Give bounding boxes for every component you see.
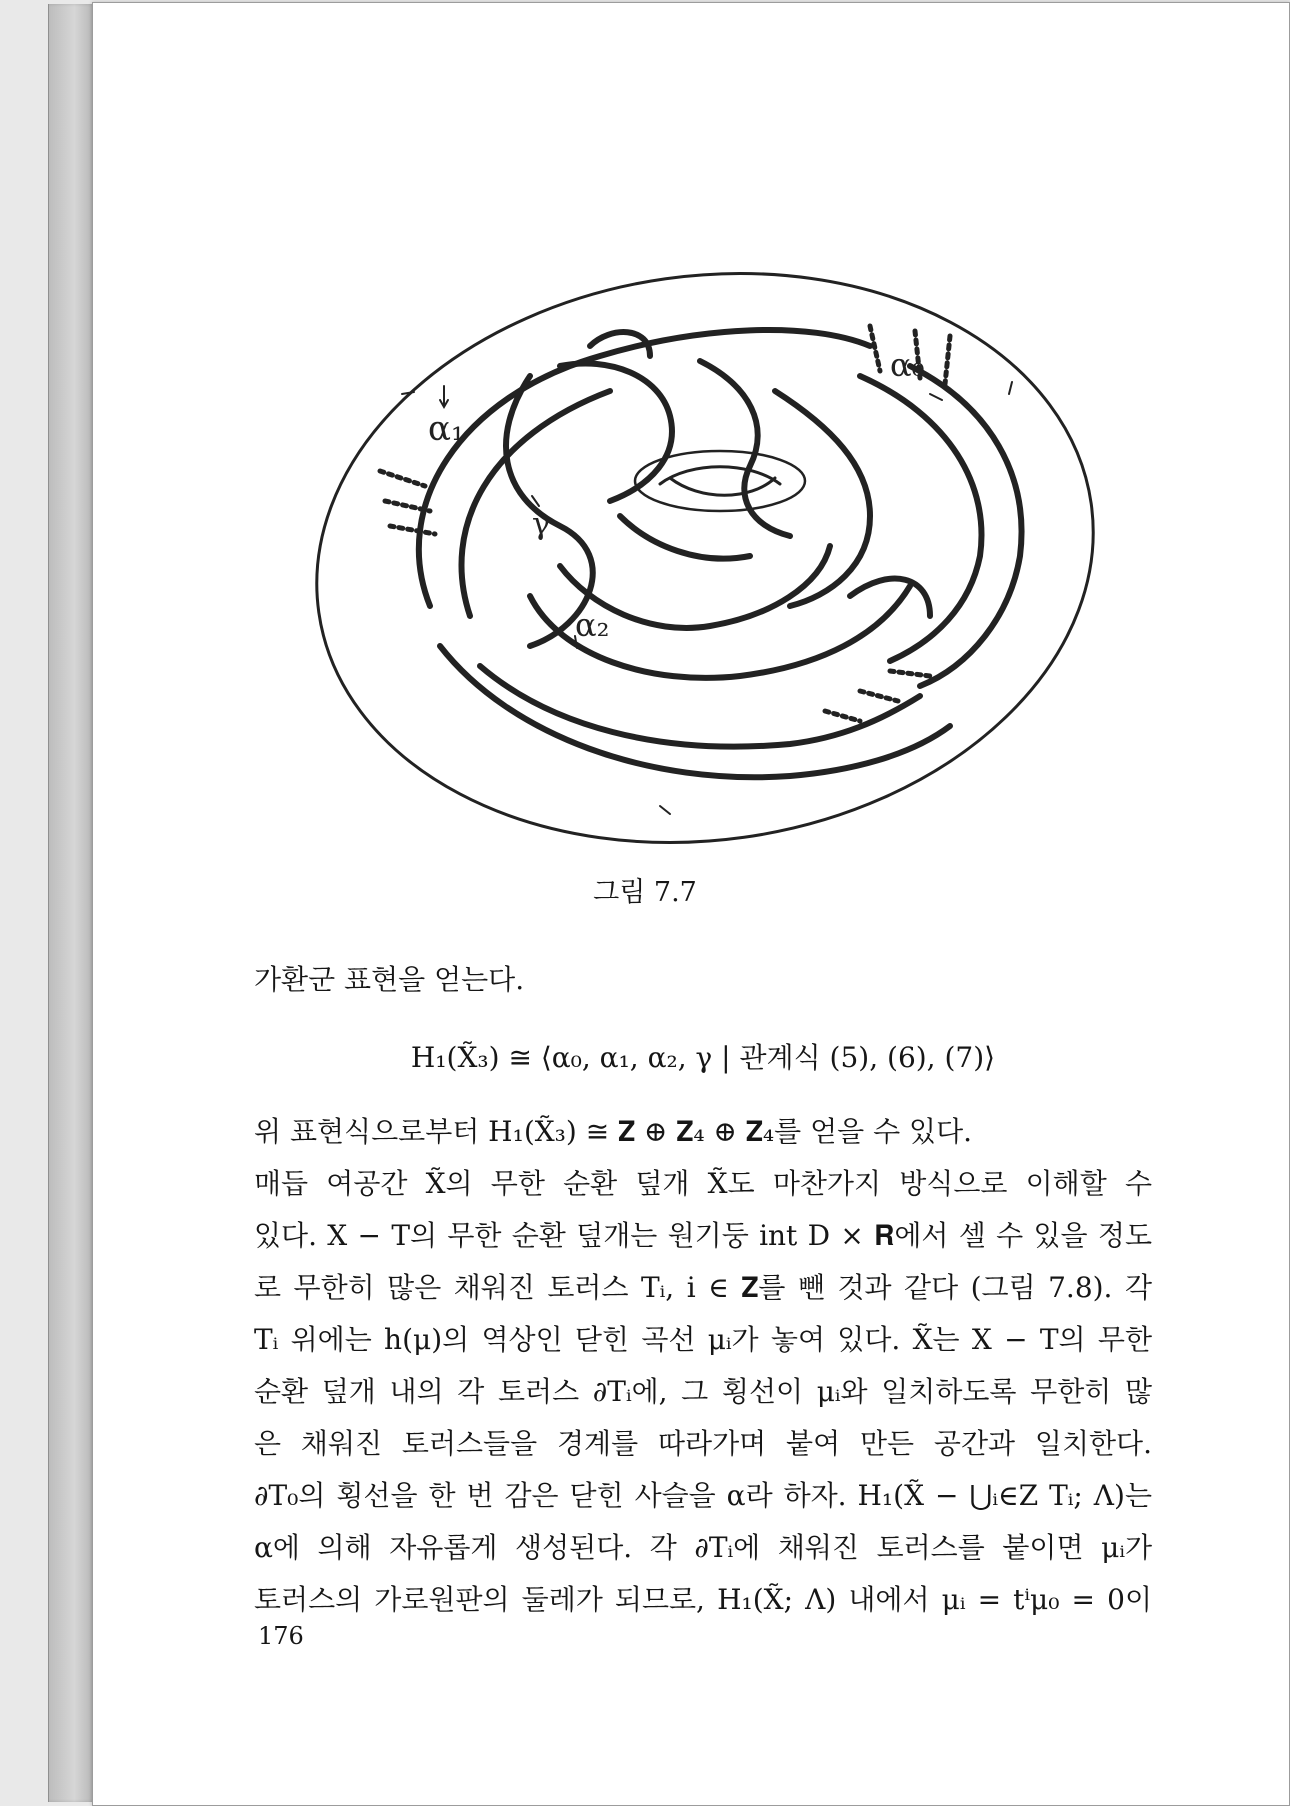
paragraph-line: ∂T₀의 횡선을 한 번 감은 닫힌 사슬을 α라 하자. H₁(X̃ − ⋃ᵢ∈Z Tᵢ; Λ)는 — [254, 1479, 1152, 1512]
paragraph-line: α에 의해 자유롭게 생성된다. 각 ∂Tᵢ에 채워진 토러스를 붙이면 μᵢ가 — [254, 1531, 1152, 1564]
figure-caption: 그림 7.7 — [593, 877, 697, 908]
tick-bottom — [660, 806, 670, 814]
figure-7-7 — [230, 266, 1100, 856]
intro-line: 가환군 표현을 얻는다. — [254, 963, 525, 996]
arrow-alpha0 — [930, 394, 942, 400]
band-outer-lower — [440, 646, 950, 777]
paragraph-line: 있다. X − T의 무한 순환 덮개는 원기둥 int D × 𝐑에서 셀 수 있을 정도 — [254, 1219, 1152, 1252]
paragraph-line: 은 채워진 토러스들을 경계를 따라가며 붙여 만든 공간과 일치한다. — [254, 1427, 1152, 1460]
center-hole-lower — [670, 478, 775, 495]
display-formula: H₁(X̃₃) ≅ ⟨α₀, α₁, α₂, γ | 관계식 (5), (6), (7)⟩ — [410, 1041, 996, 1074]
paragraph-line: 매듭 여공간 X̃의 무한 순환 덮개 X̃도 마찬가지 방식으로 이해할 수 — [254, 1167, 1152, 1200]
band-inner-upper — [461, 391, 610, 616]
strand-i — [620, 516, 750, 559]
strand-b — [560, 363, 672, 501]
tick-left — [402, 392, 414, 394]
label-gamma: γ — [532, 507, 550, 542]
tick-right — [1009, 382, 1012, 394]
label-alpha2: α₂ — [575, 606, 610, 644]
label-alpha1: α₁ — [428, 409, 465, 449]
paragraph-line: Tᵢ 위에는 h(μ)의 역상인 닫힌 곡선 μᵢ가 놓여 있다. X̃는 X − T의 무한 — [254, 1323, 1152, 1356]
page-number: 176 — [258, 1622, 304, 1650]
result-line: 위 표현식으로부터 H₁(X̃₃) ≅ 𝐙 ⊕ 𝐙₄ ⊕ 𝐙₄를 얻을 수 있다. — [254, 1115, 973, 1148]
center-hole-upper — [660, 467, 780, 484]
knot-surface-diagram — [230, 266, 1100, 856]
label-alpha0: α₀ — [890, 346, 925, 384]
band-inner-right — [860, 376, 982, 661]
center-hole-outer — [635, 451, 805, 511]
paragraph-line: 로 무한히 많은 채워진 토러스 Tᵢ, i ∈ 𝐙를 뺀 것과 같다 (그림 7.8). 각 — [254, 1271, 1152, 1304]
paragraph-line: 토러스의 가로원판의 둘레가 되므로, H₁(X̃; Λ) 내에서 μᵢ = tⁱμ₀ = 0이 — [254, 1583, 1152, 1616]
paragraph-line: 순환 덮개 내의 각 토러스 ∂Tᵢ에, 그 횡선이 μᵢ와 일치하도록 무한히 많 — [254, 1375, 1152, 1408]
